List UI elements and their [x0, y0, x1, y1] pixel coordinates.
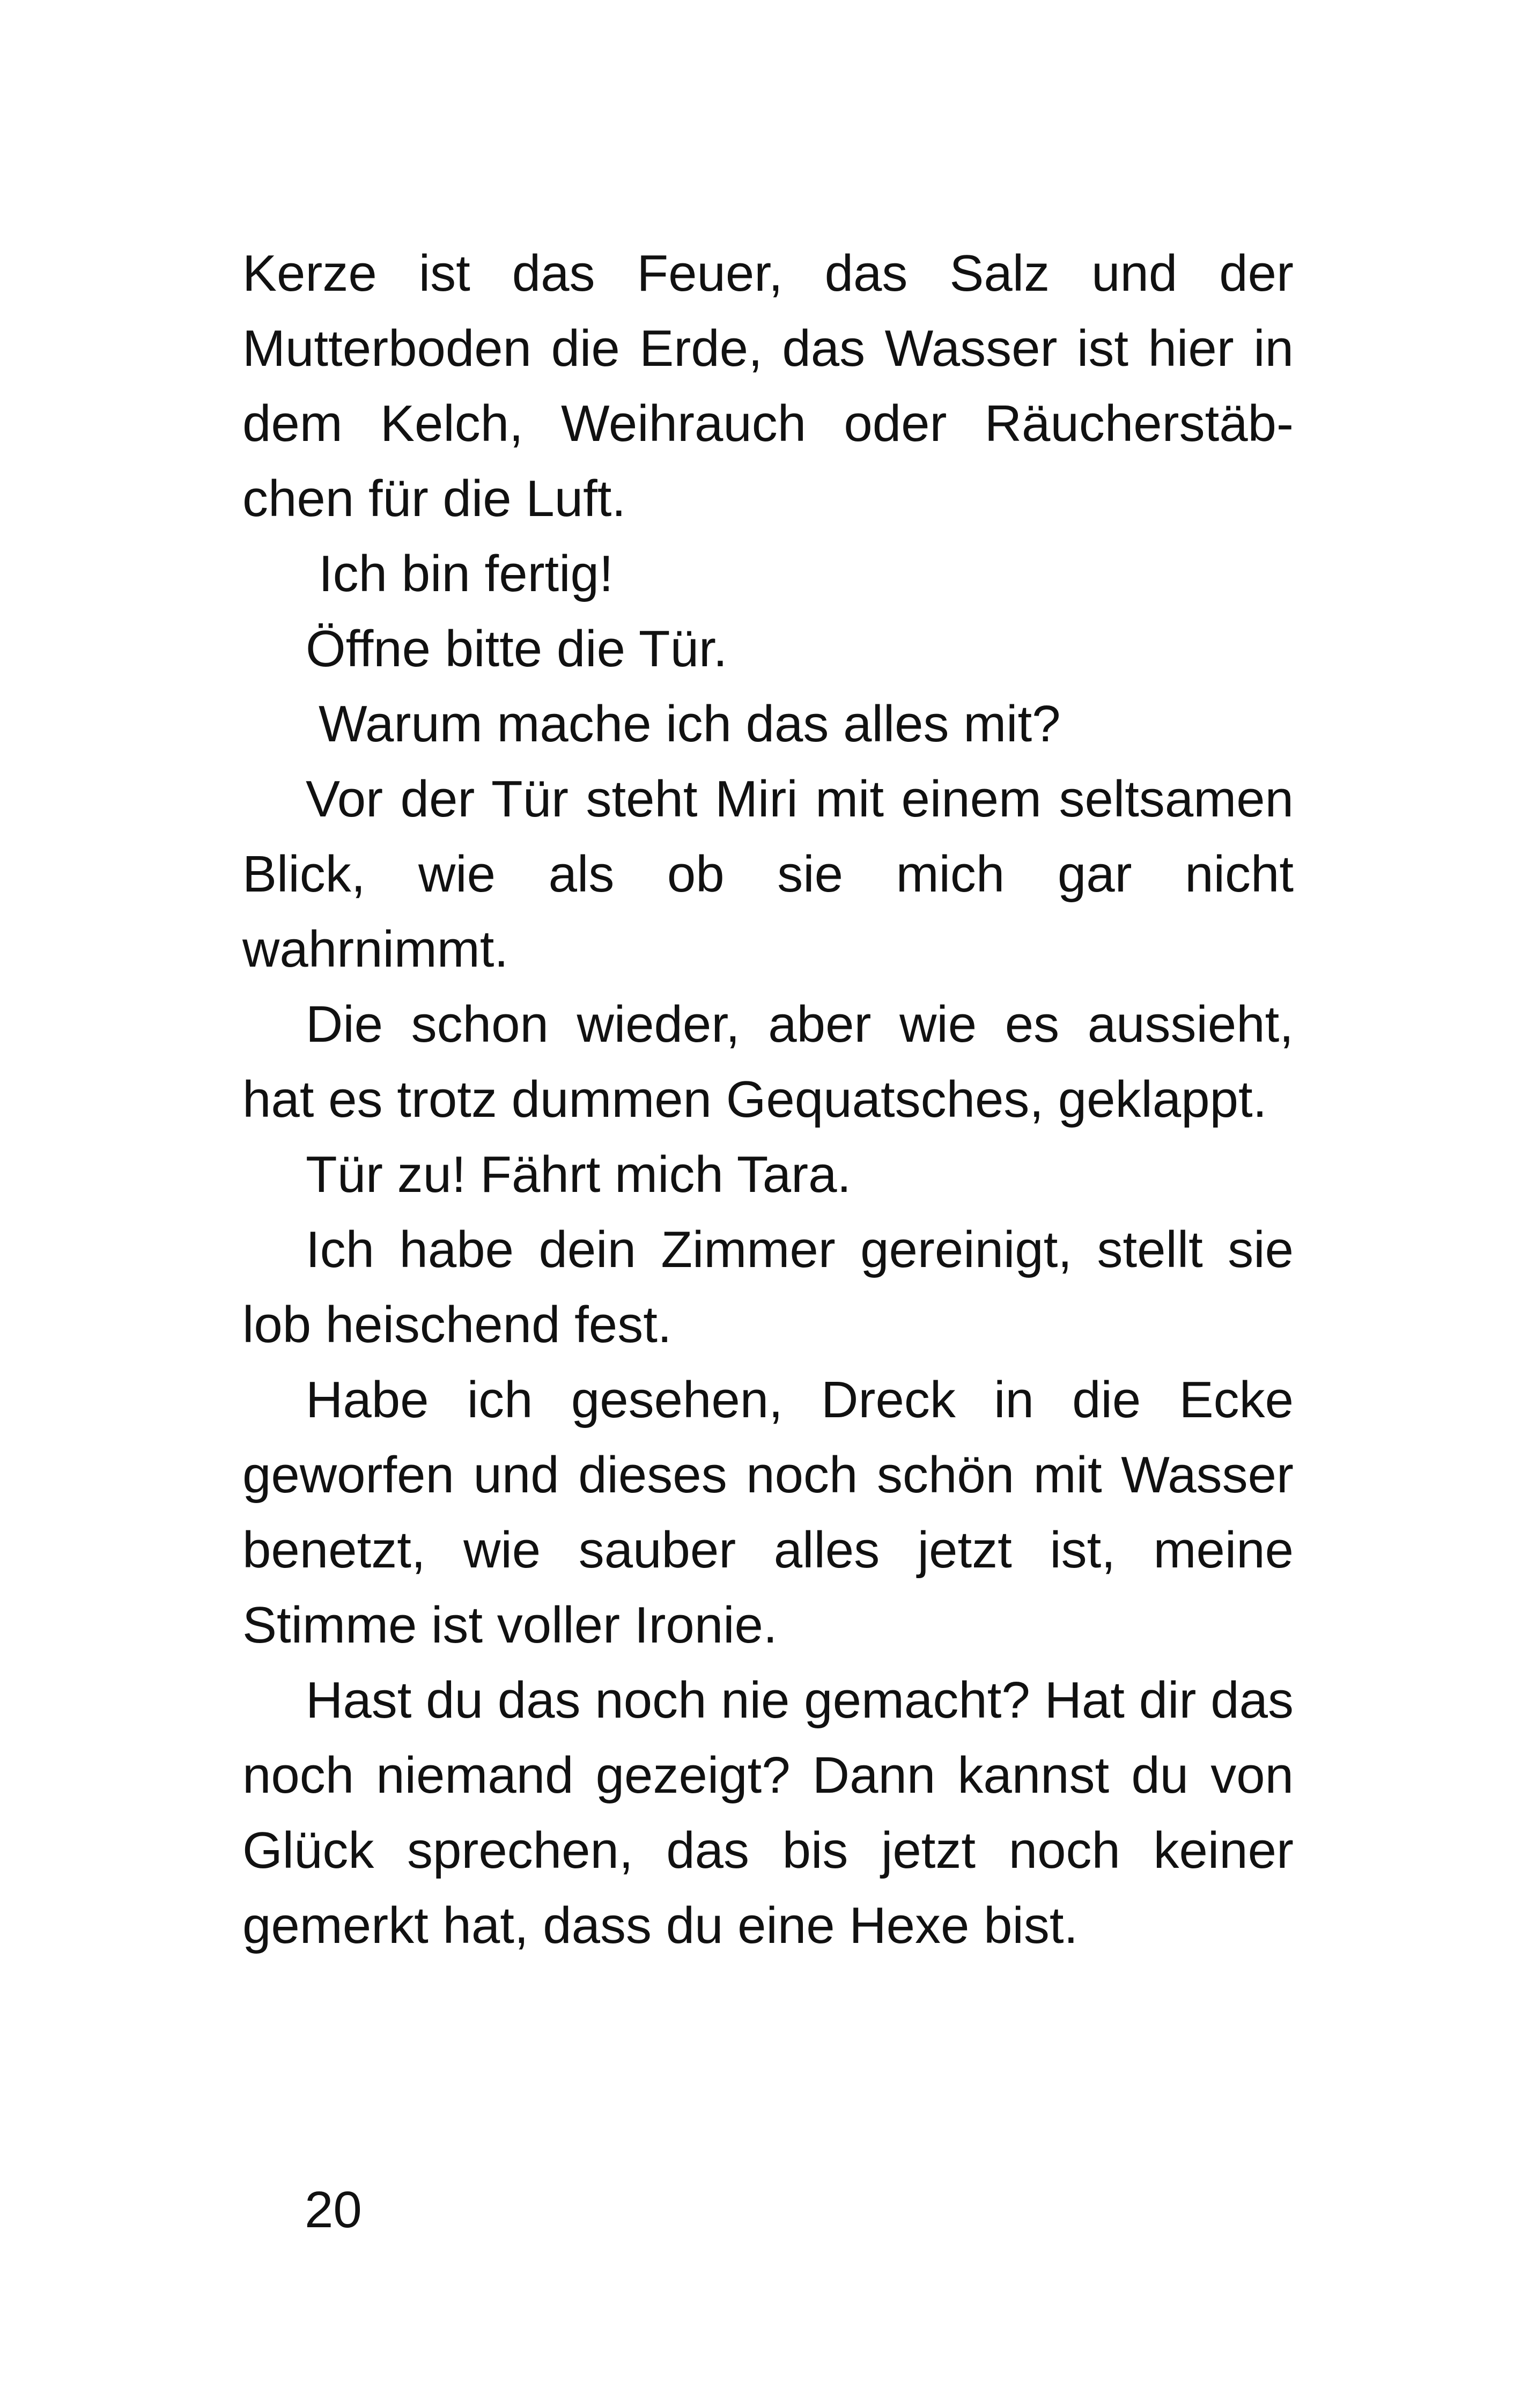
- page-number: 20: [305, 2181, 362, 2238]
- body-text: [242, 236, 1294, 1963]
- paragraph: Öffne bitte die Tür.: [306, 620, 728, 678]
- paragraph: Ich habe dein Zimmer gereinigt, stellt sie lob heischend fest.: [242, 1221, 1294, 1353]
- paragraph: Ich bin fertig!: [319, 545, 614, 602]
- paragraph: Warum mache ich das alles mit?: [319, 695, 1061, 753]
- paragraph: Hast du das noch nie gemacht? Hat dir das noch niemand gezeigt? Dann kannst du von Glück sprechen, das bis jetzt noch keiner gemerkt hat, dass du eine Hexe bist.: [242, 1671, 1294, 1954]
- paragraph: Tür zu! Fährt mich Tara.: [306, 1146, 852, 1203]
- paragraph: Vor der Tür steht Miri mit einem seltsamen Blick, wie als ob sie mich gar nicht wahrnimmt.: [242, 770, 1294, 978]
- paragraph: Habe ich gesehen, Dreck in die Ecke geworfen und dieses noch schön mit Wasser benetzt, wie sauber alles jetzt ist, meine Stimme ist voller Ironie.: [242, 1371, 1294, 1654]
- paragraph: Die schon wieder, aber wie es aussieht, hat es trotz dummen Gequatsches, geklappt.: [242, 996, 1294, 1128]
- paragraph: Kerze ist das Feuer, das Salz und der Mutterboden die Erde, das Wasser ist hier in dem Kelch, Weihrauch oder Räucherstäbchen für die Luft.: [242, 245, 1294, 527]
